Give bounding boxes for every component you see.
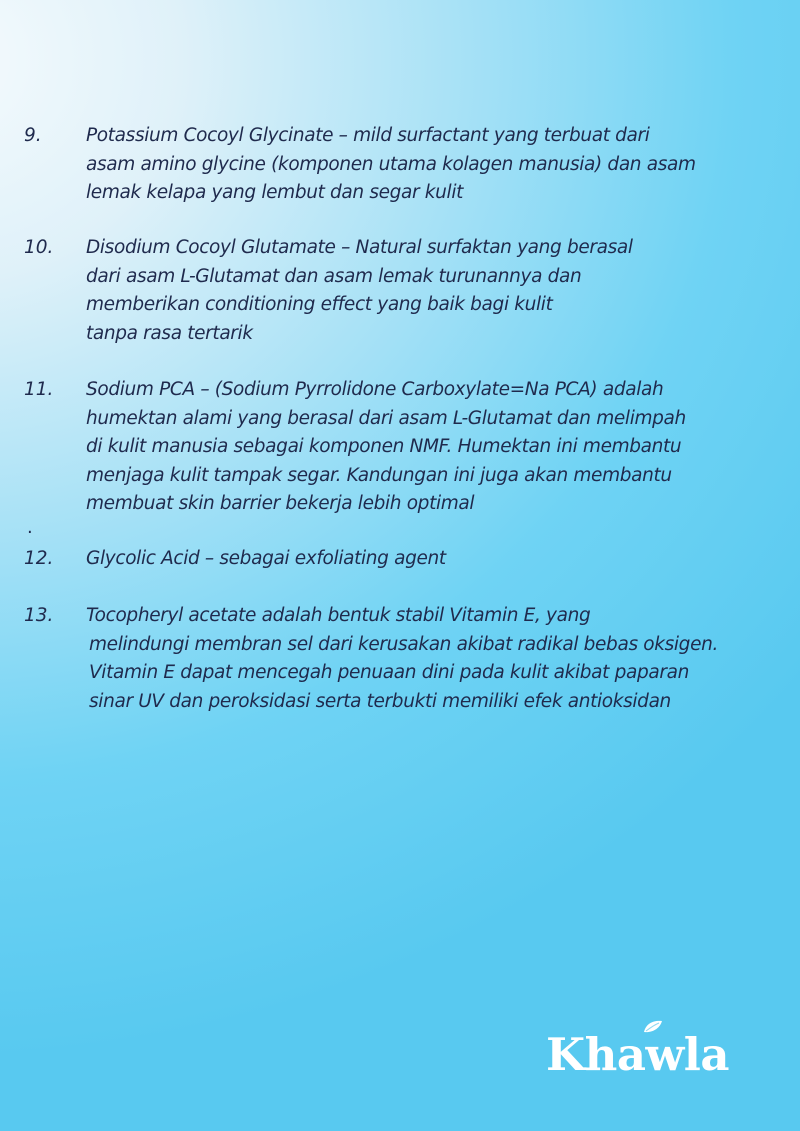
item-text <box>86 122 696 208</box>
item-line: memberikan conditioning effect yang baik bagi kulit <box>86 294 553 315</box>
item-line: Vitamin E dapat mencegah penuaan dini pada kulit akibat paparan <box>89 662 689 683</box>
item-line: Potassium Cocoyl Glycinate – mild surfactant yang terbuat dari <box>86 125 650 146</box>
item-number: 12. <box>24 548 54 569</box>
item-line: dari asam L-Glutamat dan asam lemak turunannya dan <box>86 265 582 287</box>
item-text <box>86 234 633 348</box>
item-line: sinar UV dan peroksidasi serta terbukti memiliki efek antioksidan <box>89 690 671 712</box>
item-line: tanpa rasa tertarik <box>86 322 253 344</box>
item-line: lemak kelapa yang lembut dan segar kulit <box>86 182 464 203</box>
brand-logo: Khawla <box>546 1028 729 1081</box>
item-line: asam amino glycine (komponen utama kolagen manusia) dan asam <box>86 153 696 175</box>
item-line: Disodium Cocoyl Glutamate – Natural surfaktan yang berasal <box>86 237 633 258</box>
stray-dot: . <box>27 517 33 538</box>
item-text <box>86 376 686 519</box>
item-line: Glycolic Acid – sebagai exfoliating agent <box>86 548 446 569</box>
item-line: di kulit manusia sebagai komponen NMF. Humektan ini membantu <box>86 436 682 457</box>
item-line: melindungi membran sel dari kerusakan akibat radikal bebas oksigen. <box>89 633 719 655</box>
item-number: 10. <box>24 237 54 258</box>
item-text <box>86 545 446 574</box>
item-line: membuat skin barrier bekerja lebih optimal <box>86 493 475 514</box>
item-number: 9. <box>24 125 42 146</box>
item-line: menjaga kulit tampak segar. Kandungan ini juga akan membantu <box>86 464 672 486</box>
item-number: 11. <box>24 379 54 400</box>
item-text <box>86 602 718 716</box>
item-line: humektan alami yang berasal dari asam L-Glutamat dan melimpah <box>86 407 686 429</box>
item-line: Tocopheryl acetate adalah bentuk stabil Vitamin E, yang <box>86 605 591 626</box>
item-number: 13. <box>24 605 54 626</box>
item-line: Sodium PCA – (Sodium Pyrrolidone Carboxylate=Na PCA) adalah <box>86 379 664 400</box>
